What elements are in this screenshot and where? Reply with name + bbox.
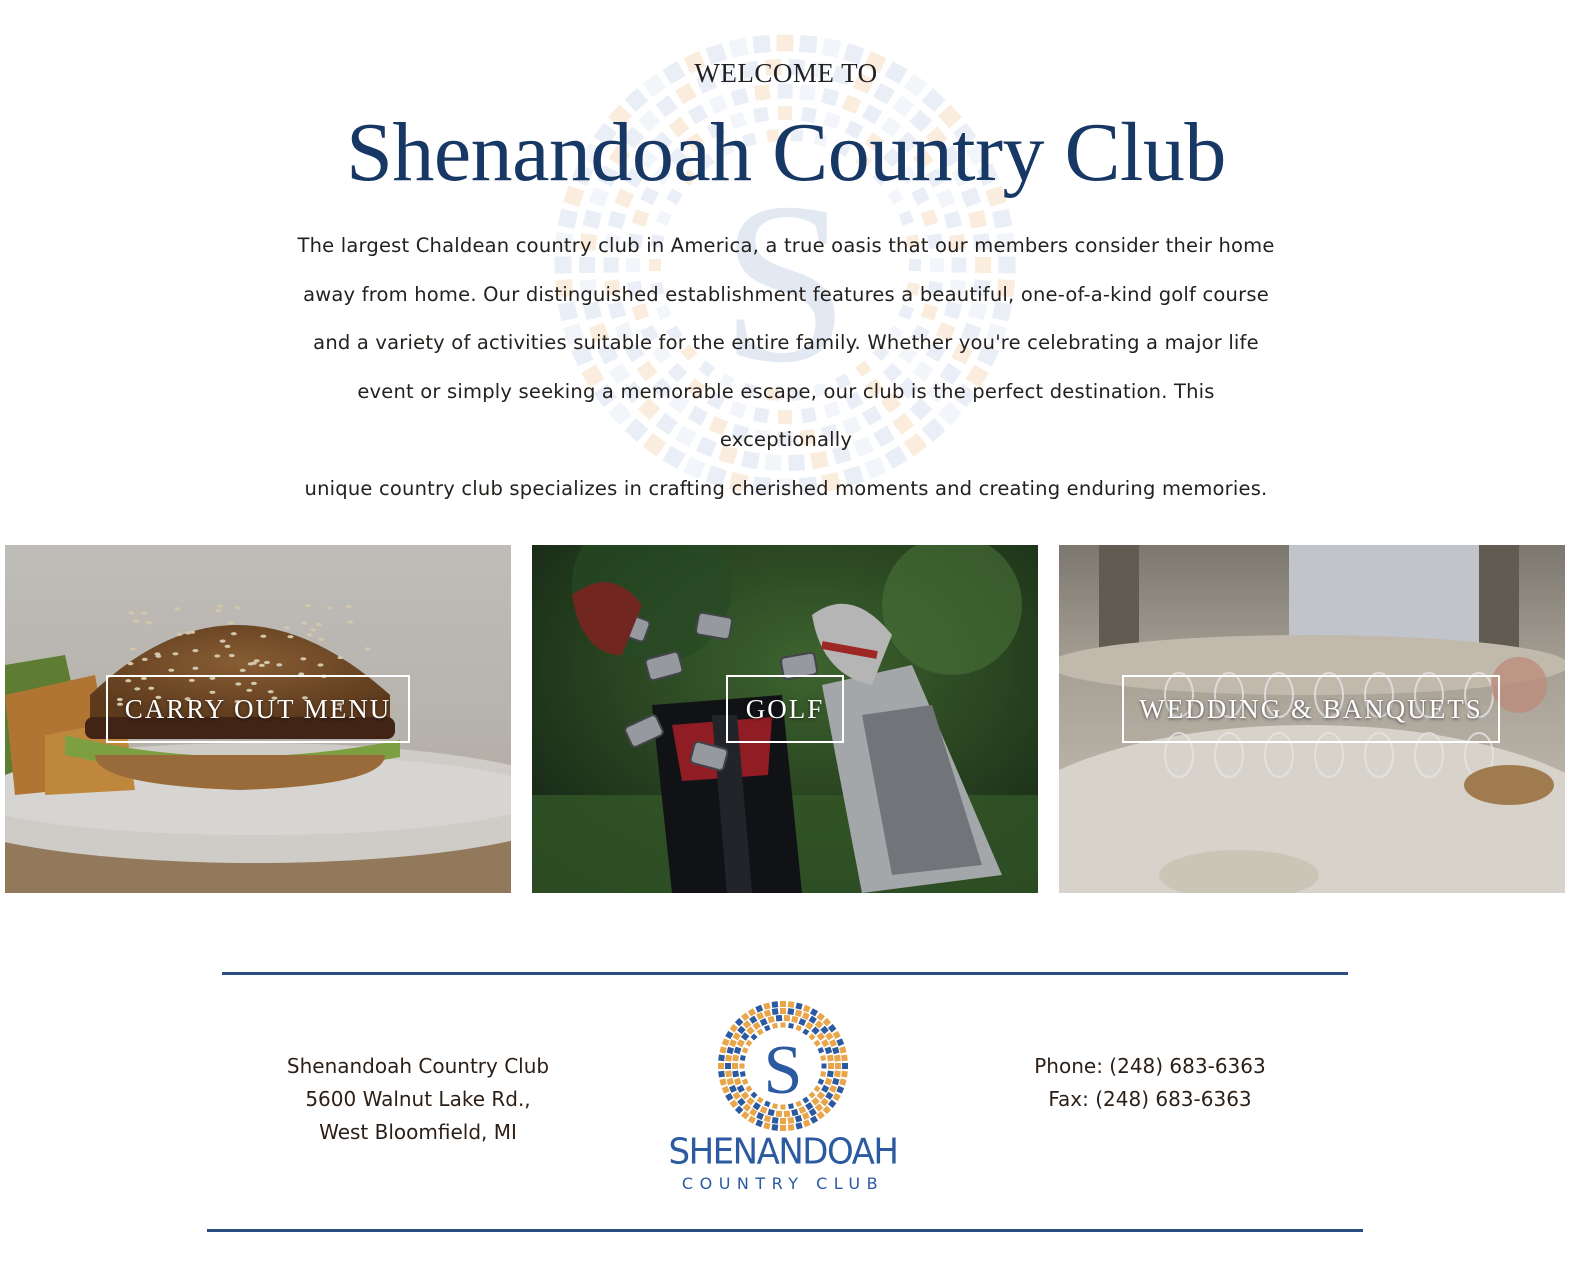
golf-card[interactable] [532, 545, 1038, 893]
welcome-section [0, 0, 1572, 530]
phone-number[interactable]: Phone: (248) 683-6363 [1034, 1054, 1266, 1078]
city-state: West Bloomfield, MI [319, 1120, 517, 1144]
feature-cards [0, 545, 1572, 893]
mosaic-logo-icon [658, 998, 908, 1133]
logo-subtitle: COUNTRY CLUB [681, 1174, 885, 1193]
intro-paragraph [290, 222, 1282, 513]
page-title: Shenandoah Country Club [346, 106, 1226, 199]
wedding-banquets-card[interactable] [1059, 545, 1565, 893]
intro-line: The largest Chaldean country club in America, a true oasis that our members consider their home [297, 234, 1275, 257]
golf-button[interactable]: GOLF [726, 675, 844, 743]
club-logo[interactable] [658, 998, 908, 1198]
fax-number: Fax: (248) 683-6363 [1048, 1087, 1252, 1111]
intro-line: away from home. Our distinguished establishment features a beautiful, one-of-a-kind golf course [303, 282, 1269, 306]
logo-wordmark: SHENANDOAH [668, 1131, 898, 1173]
bottom-divider [207, 1229, 1363, 1232]
carry-out-menu-card[interactable] [5, 545, 511, 893]
intro-line: unique country club specializes in crafting cherished moments and creating enduring memories. [304, 476, 1268, 500]
welcome-label: WELCOME TO [694, 58, 878, 88]
logo-monogram: S [763, 1032, 803, 1109]
contact-block [1000, 1050, 1300, 1116]
svg-text:S: S [721, 155, 849, 410]
intro-line: event or simply seeking a memorable escape, our club is the perfect destination. This exceptionally [357, 379, 1215, 451]
street-address: 5600 Walnut Lake Rd., [305, 1087, 531, 1111]
address-block [258, 1050, 578, 1149]
top-divider [222, 972, 1348, 975]
carry-out-menu-button[interactable]: CARRY OUT MENU [106, 675, 410, 743]
intro-line: and a variety of activities suitable for the entire family. Whether you're celebrating a major life [313, 331, 1259, 354]
club-name: Shenandoah Country Club [286, 1054, 550, 1078]
wedding-banquets-button[interactable]: WEDDING & BANQUETS [1122, 675, 1500, 743]
